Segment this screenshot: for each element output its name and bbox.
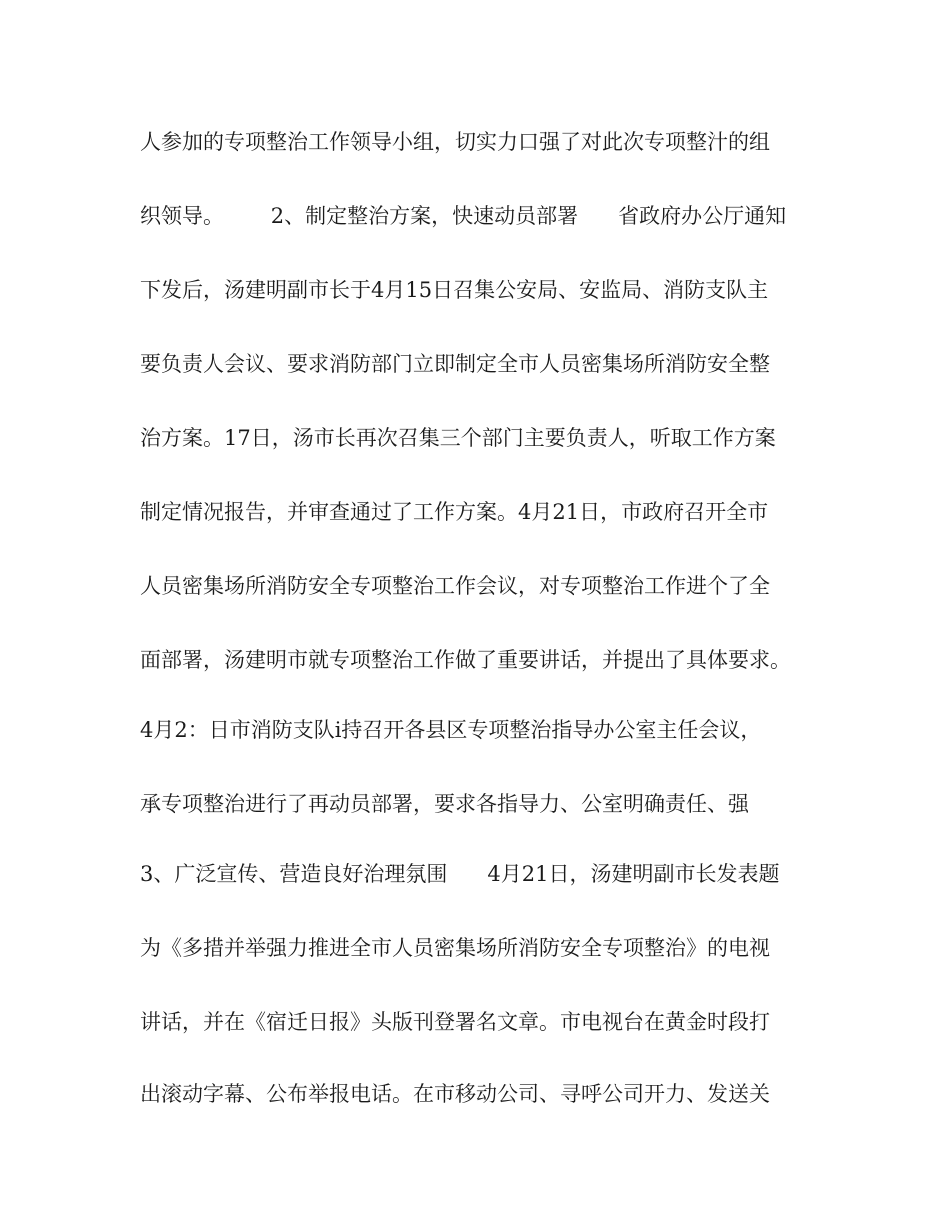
text-line-14: 出滚动字幕、公布举报电话。在市移动公司、寻呼公司开力、发送关 — [140, 1082, 770, 1106]
text-line-11: 3、广泛宣传、营造良好治理氛围 4月21日，汤建明副市长发表题 — [140, 862, 780, 886]
text-line-9: 4月2：日市消防支队i持召开各县区专项整治指导办公室主任会议， — [140, 718, 762, 742]
text-line-10: 承专项整治进行了再动员部署，要求各指导力、公室明确责任、强 — [140, 792, 749, 816]
text-line-6: 制定情况报告，并审查通过了工作方案。4月21日，市政府召开全市 — [140, 500, 769, 524]
text-line-2: 织领导。 2、制定整治方案，快速动员部署 省政府办公厅通知 — [140, 204, 787, 228]
text-line-3: 下发后，汤建明副市长于4月15日召集公安局、安监局、消防支队主 — [140, 278, 769, 302]
text-line-8: 面部署，汤建明市就专项整治工作做了重要讲话，并提出了具体要求。 — [140, 648, 791, 672]
text-line-1: 人参加的专项整治工作领导小组，切实力口强了对此次专项整汁的组 — [140, 130, 770, 154]
text-line-12: 为《多措并举强力推进全市人员密集场所消防安全专项整治》的电视 — [140, 936, 770, 960]
text-line-13: 讲话，并在《宿迁日报》头版刊登署名文章。市电视台在黄金时段打 — [140, 1010, 770, 1034]
text-line-7: 人员密集场所消防安全专项整治工作会议，对专项整治工作进个了全 — [140, 574, 770, 598]
text-line-4: 要负责人会议、要求消防部门立即制定全市人员密集场所消防安全整 — [140, 352, 770, 376]
text-line-5: 治方案。17日，汤市长再次召集三个部门主要负责人，听取工作方案 — [140, 426, 776, 450]
